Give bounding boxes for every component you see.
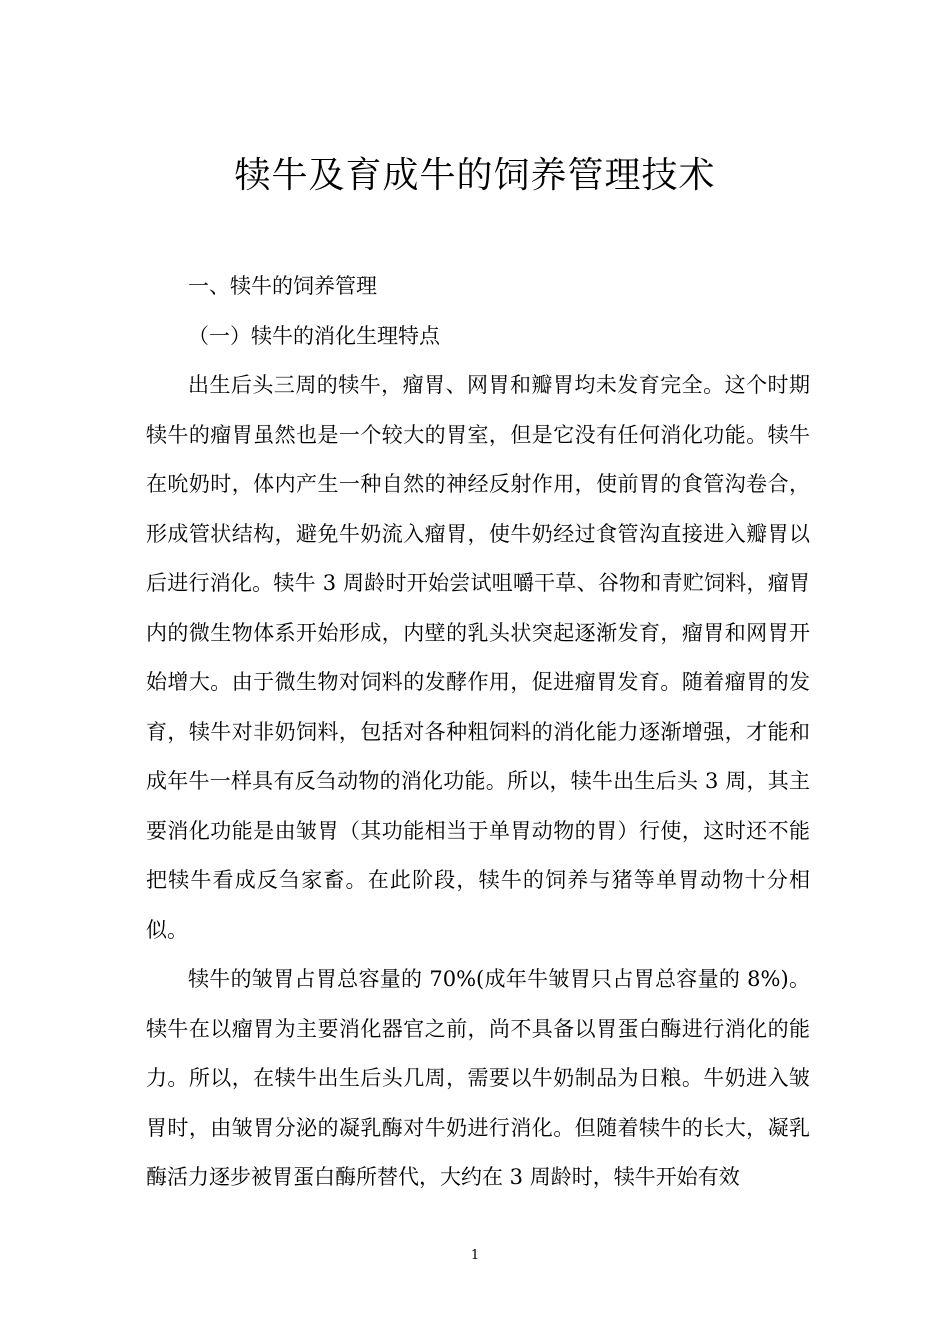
section-heading: 一、犊牛的饲养管理 bbox=[188, 274, 377, 298]
body-paragraph: 出生后头三周的犊牛，瘤胃、网胃和瓣胃均未发育完全。这个时期犊牛的瘤胃虽然也是一个较大的胃室，但是它没有任何消化功能。犊牛在吮奶时，体内产生一种自然的神经反射作用，使前胃的食管沟卷合，形成管状结构，避免牛奶流入瘤胃，使牛奶经过食管沟直接进入瓣胃以后进行消化。犊牛 3 周龄时开始尝试咀嚼干草、谷物和青贮饲料，瘤胃内的微生物体系开始形成，内壁的乳头状突起逐渐发育，瘤胃和网胃开始增大。由于微生物对饲料的发酵作用，促进瘤胃发育。随着瘤胃的发育，犊牛对非奶饲料，包括对各种粗饲料的消化能力逐渐增强，才能和成年牛一样具有反刍动物的消化功能。所以，犊牛出生后头 3 周，其主要消化功能是由皱胃（其功能相当于单胃动物的胃）行使，这时还不能把犊牛看成反刍家畜。在此阶段，犊牛的饲养与猪等单胃动物十分相似。 bbox=[146, 373, 810, 942]
page-number: 1 bbox=[470, 1248, 480, 1263]
body-paragraph: 犊牛的皱胃占胃总容量的 70%(成年牛皱胃只占胃总容量的 8%)。犊牛在以瘤胃为主要消化器官之前，尚不具备以胃蛋白酶进行消化的能力。所以，在犊牛出生后头几周，需要以牛奶制品为日粮。牛奶进入皱胃时，由皱胃分泌的凝乳酶对牛奶进行消化。但随着犊牛的长大，凝乳酶活力逐步被胃蛋白酶所替代，大约在 3 周龄时，犊牛开始有效 bbox=[146, 967, 810, 1189]
document-title: 犊牛及育成牛的饲养管理技术 bbox=[234, 155, 716, 196]
document-body bbox=[146, 262, 810, 1203]
subsection-heading: （一）犊牛的消化生理特点 bbox=[188, 323, 440, 348]
